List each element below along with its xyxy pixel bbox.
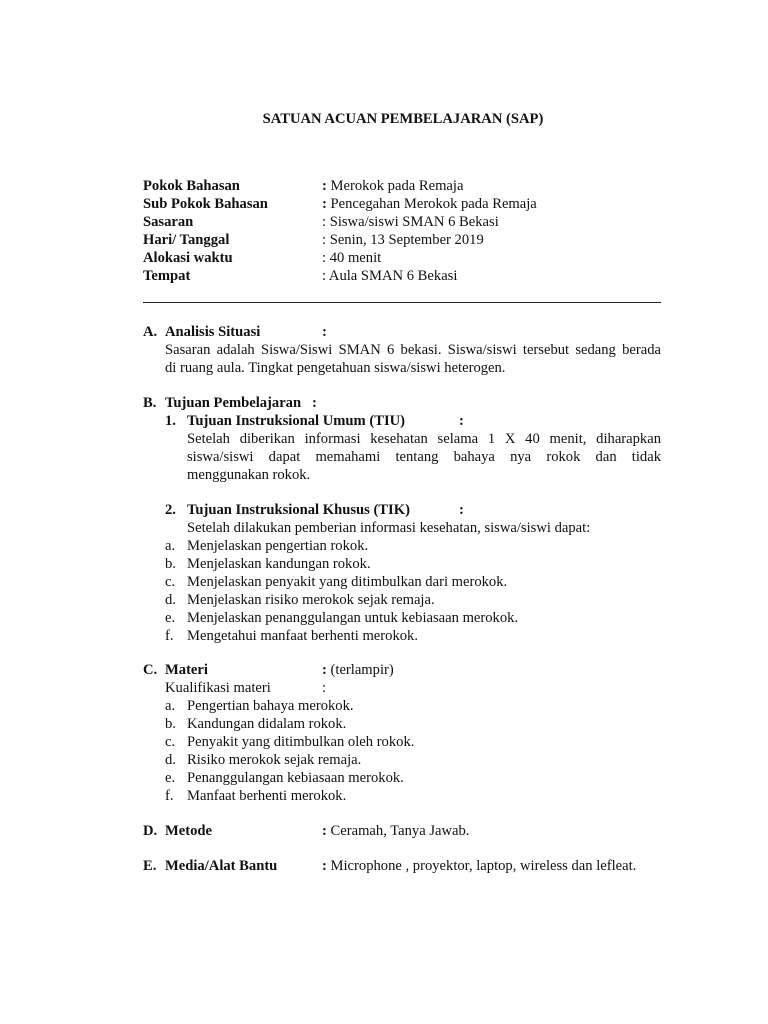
header-value-pokok: : Merokok pada Remaja	[322, 178, 464, 194]
section-c-sub-colon: :	[322, 680, 327, 696]
tik-colon: :	[459, 502, 464, 518]
list-item: c. Penyakit yang ditimbulkan oleh rokok.	[165, 734, 415, 750]
list-item: a. Pengertian bahaya merokok.	[165, 698, 354, 714]
section-c-heading: Materi	[165, 662, 208, 678]
header-label-hari: Hari/ Tanggal	[143, 232, 230, 248]
header-label-alokasi: Alokasi waktu	[143, 250, 233, 266]
list-item: d. Menjelaskan risiko merokok sejak remaja.	[165, 592, 435, 608]
header-label-sasaran: Sasaran	[143, 214, 194, 230]
header-divider	[143, 302, 661, 303]
header-value-tempat: : Aula SMAN 6 Bekasi	[322, 268, 458, 284]
section-b-colon: :	[312, 395, 317, 411]
section-e-heading: Media/Alat Bantu	[165, 858, 278, 874]
section-e-letter: E.	[143, 858, 157, 874]
list-item: f. Mengetahui manfaat berhenti merokok.	[165, 628, 418, 644]
section-a-line-2: di ruang aula. Tingkat pengetahuan siswa/siswi heterogen.	[165, 360, 506, 376]
section-b-heading: Tujuan Pembelajaran	[165, 395, 302, 411]
section-c-value: : (terlampir)	[322, 662, 394, 678]
tiu-number: 1.	[165, 413, 176, 429]
tiu-line-3: menggunakan rokok.	[187, 467, 311, 483]
header-value-alokasi: : 40 menit	[322, 250, 382, 266]
section-a-colon: :	[322, 324, 327, 340]
header-value-sasaran: : Siswa/siswi SMAN 6 Bekasi	[322, 214, 499, 230]
section-b-letter: B.	[143, 395, 157, 411]
list-item: a. Menjelaskan pengertian rokok.	[165, 538, 369, 554]
tik-list	[165, 537, 518, 645]
section-c-letter: C.	[143, 662, 158, 678]
section-d-heading: Metode	[165, 823, 213, 839]
tiu-line-2: siswa/siswi dapat memahami tentang bahaya nya rokok dan tidak	[187, 449, 661, 465]
header-label-pokok: Pokok Bahasan	[143, 178, 240, 194]
list-item: c. Menjelaskan penyakit yang ditimbulkan dari merokok.	[165, 574, 508, 590]
section-a-letter: A.	[143, 324, 158, 340]
tiu-line-1: Setelah diberikan informasi kesehatan selama 1 X 40 menit, diharapkan	[187, 431, 661, 447]
header-label-tempat: Tempat	[143, 268, 191, 284]
materi-list	[165, 697, 414, 805]
header-label-sub-pokok: Sub Pokok Bahasan	[143, 196, 268, 212]
section-a-line-1: Sasaran adalah Siswa/Siswi SMAN 6 bekasi. Siswa/siswi tersebut sedang berada	[165, 342, 661, 358]
section-d-letter: D.	[143, 823, 158, 839]
tik-intro: Setelah dilakukan pemberian informasi kesehatan, siswa/siswi dapat:	[187, 520, 591, 536]
document-title: SATUAN ACUAN PEMBELAJARAN (SAP)	[262, 111, 544, 127]
list-item: e. Penanggulangan kebiasaan merokok.	[165, 770, 404, 786]
section-d-value: : Ceramah, Tanya Jawab.	[322, 823, 470, 839]
list-item: d. Risiko merokok sejak remaja.	[165, 752, 362, 768]
list-item: e. Menjelaskan penanggulangan untuk kebiasaan merokok.	[165, 610, 519, 626]
list-item: b. Kandungan didalam rokok.	[165, 716, 347, 732]
header-value-sub-pokok: : Pencegahan Merokok pada Remaja	[322, 196, 537, 212]
header-value-hari: : Senin, 13 September 2019	[322, 232, 484, 248]
tiu-colon: :	[459, 413, 464, 429]
section-e-value: : Microphone , proyektor, laptop, wireless dan lefleat.	[322, 858, 637, 874]
section-c-sub-label: Kualifikasi materi	[165, 680, 271, 696]
tik-heading: Tujuan Instruksional Khusus (TIK)	[187, 502, 410, 518]
tik-number: 2.	[165, 502, 176, 518]
list-item: b. Menjelaskan kandungan rokok.	[165, 556, 371, 572]
list-item: f. Manfaat berhenti merokok.	[165, 788, 347, 804]
tiu-heading: Tujuan Instruksional Umum (TIU)	[187, 413, 406, 429]
section-a-heading: Analisis Situasi	[165, 324, 261, 340]
